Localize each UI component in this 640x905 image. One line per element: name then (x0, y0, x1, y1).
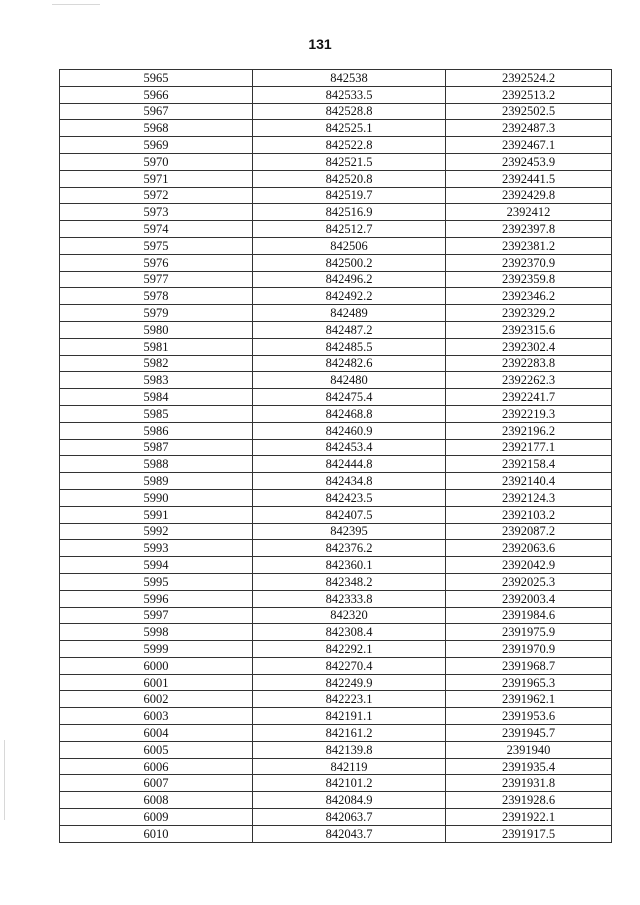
x-coordinate-cell: 842139.8 (253, 741, 446, 758)
x-coordinate-cell: 842453.4 (253, 439, 446, 456)
table-row (60, 372, 612, 389)
x-coordinate-cell: 842506 (253, 237, 446, 254)
y-coordinate-cell: 2392513.2 (446, 86, 612, 103)
table-row (60, 103, 612, 120)
table-row (60, 187, 612, 204)
y-coordinate-cell: 2392025.3 (446, 573, 612, 590)
point-number-cell: 6005 (60, 741, 253, 758)
y-coordinate-cell: 2392219.3 (446, 405, 612, 422)
point-number-cell: 5981 (60, 338, 253, 355)
y-coordinate-cell: 2391975.9 (446, 624, 612, 641)
x-coordinate-cell: 842348.2 (253, 573, 446, 590)
point-number-cell: 6004 (60, 725, 253, 742)
y-coordinate-cell: 2392467.1 (446, 137, 612, 154)
y-coordinate-cell: 2391945.7 (446, 725, 612, 742)
point-number-cell: 5980 (60, 321, 253, 338)
y-coordinate-cell: 2391962.1 (446, 691, 612, 708)
point-number-cell: 5997 (60, 607, 253, 624)
x-coordinate-cell: 842360.1 (253, 557, 446, 574)
table-row (60, 170, 612, 187)
x-coordinate-cell: 842500.2 (253, 254, 446, 271)
point-number-cell: 5992 (60, 523, 253, 540)
point-number-cell: 5984 (60, 389, 253, 406)
point-number-cell: 5965 (60, 70, 253, 87)
y-coordinate-cell: 2392429.8 (446, 187, 612, 204)
table-row (60, 405, 612, 422)
x-coordinate-cell: 842270.4 (253, 657, 446, 674)
y-coordinate-cell: 2392063.6 (446, 540, 612, 557)
y-coordinate-cell: 2391940 (446, 741, 612, 758)
point-number-cell: 5968 (60, 120, 253, 137)
table-row (60, 741, 612, 758)
point-number-cell: 5973 (60, 204, 253, 221)
x-coordinate-cell: 842460.9 (253, 422, 446, 439)
table-row (60, 792, 612, 809)
point-number-cell: 5976 (60, 254, 253, 271)
point-number-cell: 5974 (60, 221, 253, 238)
y-coordinate-cell: 2391968.7 (446, 657, 612, 674)
y-coordinate-cell: 2391965.3 (446, 674, 612, 691)
x-coordinate-cell: 842119 (253, 758, 446, 775)
table-row (60, 389, 612, 406)
y-coordinate-cell: 2392302.4 (446, 338, 612, 355)
x-coordinate-cell: 842522.8 (253, 137, 446, 154)
y-coordinate-cell: 2392283.8 (446, 355, 612, 372)
coordinates-table (59, 69, 612, 843)
x-coordinate-cell: 842487.2 (253, 321, 446, 338)
y-coordinate-cell: 2392196.2 (446, 422, 612, 439)
x-coordinate-cell: 842525.1 (253, 120, 446, 137)
point-number-cell: 5989 (60, 473, 253, 490)
x-coordinate-cell: 842533.5 (253, 86, 446, 103)
x-coordinate-cell: 842333.8 (253, 590, 446, 607)
x-coordinate-cell: 842249.9 (253, 674, 446, 691)
table-row (60, 590, 612, 607)
point-number-cell: 6007 (60, 775, 253, 792)
point-number-cell: 6006 (60, 758, 253, 775)
table-row (60, 775, 612, 792)
y-coordinate-cell: 2392441.5 (446, 170, 612, 187)
y-coordinate-cell: 2392453.9 (446, 153, 612, 170)
coordinates-table-body (60, 70, 612, 843)
x-coordinate-cell: 842423.5 (253, 489, 446, 506)
x-coordinate-cell: 842468.8 (253, 405, 446, 422)
table-row (60, 338, 612, 355)
table-row (60, 489, 612, 506)
x-coordinate-cell: 842434.8 (253, 473, 446, 490)
x-coordinate-cell: 842492.2 (253, 288, 446, 305)
x-coordinate-cell: 842063.7 (253, 809, 446, 826)
table-row (60, 674, 612, 691)
x-coordinate-cell: 842292.1 (253, 641, 446, 658)
table-row (60, 204, 612, 221)
y-coordinate-cell: 2392346.2 (446, 288, 612, 305)
point-number-cell: 5966 (60, 86, 253, 103)
table-row (60, 523, 612, 540)
table-row (60, 271, 612, 288)
table-row (60, 422, 612, 439)
y-coordinate-cell: 2391922.1 (446, 809, 612, 826)
point-number-cell: 6003 (60, 708, 253, 725)
table-row (60, 573, 612, 590)
point-number-cell: 5970 (60, 153, 253, 170)
y-coordinate-cell: 2391970.9 (446, 641, 612, 658)
table-row (60, 153, 612, 170)
x-coordinate-cell: 842512.7 (253, 221, 446, 238)
x-coordinate-cell: 842444.8 (253, 456, 446, 473)
table-row (60, 641, 612, 658)
y-coordinate-cell: 2392124.3 (446, 489, 612, 506)
x-coordinate-cell: 842395 (253, 523, 446, 540)
y-coordinate-cell: 2391953.6 (446, 708, 612, 725)
point-number-cell: 5999 (60, 641, 253, 658)
point-number-cell: 6001 (60, 674, 253, 691)
table-row (60, 758, 612, 775)
x-coordinate-cell: 842482.6 (253, 355, 446, 372)
x-coordinate-cell: 842084.9 (253, 792, 446, 809)
point-number-cell: 5978 (60, 288, 253, 305)
y-coordinate-cell: 2392487.3 (446, 120, 612, 137)
y-coordinate-cell: 2392370.9 (446, 254, 612, 271)
point-number-cell: 5987 (60, 439, 253, 456)
point-number-cell: 6000 (60, 657, 253, 674)
point-number-cell: 5990 (60, 489, 253, 506)
table-row (60, 825, 612, 842)
x-coordinate-cell: 842480 (253, 372, 446, 389)
y-coordinate-cell: 2392502.5 (446, 103, 612, 120)
y-coordinate-cell: 2391931.8 (446, 775, 612, 792)
table-row (60, 540, 612, 557)
y-coordinate-cell: 2392003.4 (446, 590, 612, 607)
point-number-cell: 5998 (60, 624, 253, 641)
table-row (60, 321, 612, 338)
table-row (60, 691, 612, 708)
y-coordinate-cell: 2392103.2 (446, 506, 612, 523)
point-number-cell: 5988 (60, 456, 253, 473)
point-number-cell: 6008 (60, 792, 253, 809)
table-row (60, 624, 612, 641)
point-number-cell: 6002 (60, 691, 253, 708)
point-number-cell: 5971 (60, 170, 253, 187)
y-coordinate-cell: 2392042.9 (446, 557, 612, 574)
point-number-cell: 5969 (60, 137, 253, 154)
table-row (60, 254, 612, 271)
x-coordinate-cell: 842485.5 (253, 338, 446, 355)
y-coordinate-cell: 2392315.6 (446, 321, 612, 338)
table-row (60, 809, 612, 826)
scan-edge-mark (4, 740, 5, 820)
x-coordinate-cell: 842101.2 (253, 775, 446, 792)
point-number-cell: 5985 (60, 405, 253, 422)
point-number-cell: 5972 (60, 187, 253, 204)
table-row (60, 305, 612, 322)
x-coordinate-cell: 842496.2 (253, 271, 446, 288)
point-number-cell: 5994 (60, 557, 253, 574)
x-coordinate-cell: 842520.8 (253, 170, 446, 187)
table-row (60, 708, 612, 725)
point-number-cell: 5993 (60, 540, 253, 557)
y-coordinate-cell: 2392359.8 (446, 271, 612, 288)
point-number-cell: 5986 (60, 422, 253, 439)
page-number: 131 (308, 36, 332, 52)
x-coordinate-cell: 842475.4 (253, 389, 446, 406)
y-coordinate-cell: 2392412 (446, 204, 612, 221)
x-coordinate-cell: 842521.5 (253, 153, 446, 170)
x-coordinate-cell: 842519.7 (253, 187, 446, 204)
x-coordinate-cell: 842161.2 (253, 725, 446, 742)
y-coordinate-cell: 2392381.2 (446, 237, 612, 254)
table-row (60, 657, 612, 674)
point-number-cell: 5995 (60, 573, 253, 590)
x-coordinate-cell: 842223.1 (253, 691, 446, 708)
x-coordinate-cell: 842538 (253, 70, 446, 87)
table-row (60, 137, 612, 154)
table-row (60, 221, 612, 238)
table-row (60, 725, 612, 742)
table-row (60, 355, 612, 372)
point-number-cell: 5967 (60, 103, 253, 120)
point-number-cell: 5979 (60, 305, 253, 322)
y-coordinate-cell: 2392140.4 (446, 473, 612, 490)
point-number-cell: 5977 (60, 271, 253, 288)
scan-edge-mark (52, 4, 100, 5)
table-row (60, 288, 612, 305)
point-number-cell: 5996 (60, 590, 253, 607)
table-row (60, 473, 612, 490)
table-row (60, 607, 612, 624)
y-coordinate-cell: 2392397.8 (446, 221, 612, 238)
y-coordinate-cell: 2392329.2 (446, 305, 612, 322)
y-coordinate-cell: 2392524.2 (446, 70, 612, 87)
table-row (60, 120, 612, 137)
table-row (60, 70, 612, 87)
point-number-cell: 5975 (60, 237, 253, 254)
point-number-cell: 5982 (60, 355, 253, 372)
x-coordinate-cell: 842043.7 (253, 825, 446, 842)
point-number-cell: 5991 (60, 506, 253, 523)
y-coordinate-cell: 2392177.1 (446, 439, 612, 456)
x-coordinate-cell: 842376.2 (253, 540, 446, 557)
x-coordinate-cell: 842489 (253, 305, 446, 322)
table-row (60, 237, 612, 254)
point-number-cell: 6010 (60, 825, 253, 842)
x-coordinate-cell: 842516.9 (253, 204, 446, 221)
table-row (60, 456, 612, 473)
y-coordinate-cell: 2392158.4 (446, 456, 612, 473)
x-coordinate-cell: 842320 (253, 607, 446, 624)
x-coordinate-cell: 842308.4 (253, 624, 446, 641)
y-coordinate-cell: 2391917.5 (446, 825, 612, 842)
point-number-cell: 6009 (60, 809, 253, 826)
x-coordinate-cell: 842407.5 (253, 506, 446, 523)
table-row (60, 557, 612, 574)
table-row (60, 439, 612, 456)
y-coordinate-cell: 2392087.2 (446, 523, 612, 540)
x-coordinate-cell: 842191.1 (253, 708, 446, 725)
y-coordinate-cell: 2392262.3 (446, 372, 612, 389)
y-coordinate-cell: 2392241.7 (446, 389, 612, 406)
x-coordinate-cell: 842528.8 (253, 103, 446, 120)
point-number-cell: 5983 (60, 372, 253, 389)
table-row (60, 86, 612, 103)
table-row (60, 506, 612, 523)
y-coordinate-cell: 2391928.6 (446, 792, 612, 809)
y-coordinate-cell: 2391984.6 (446, 607, 612, 624)
y-coordinate-cell: 2391935.4 (446, 758, 612, 775)
